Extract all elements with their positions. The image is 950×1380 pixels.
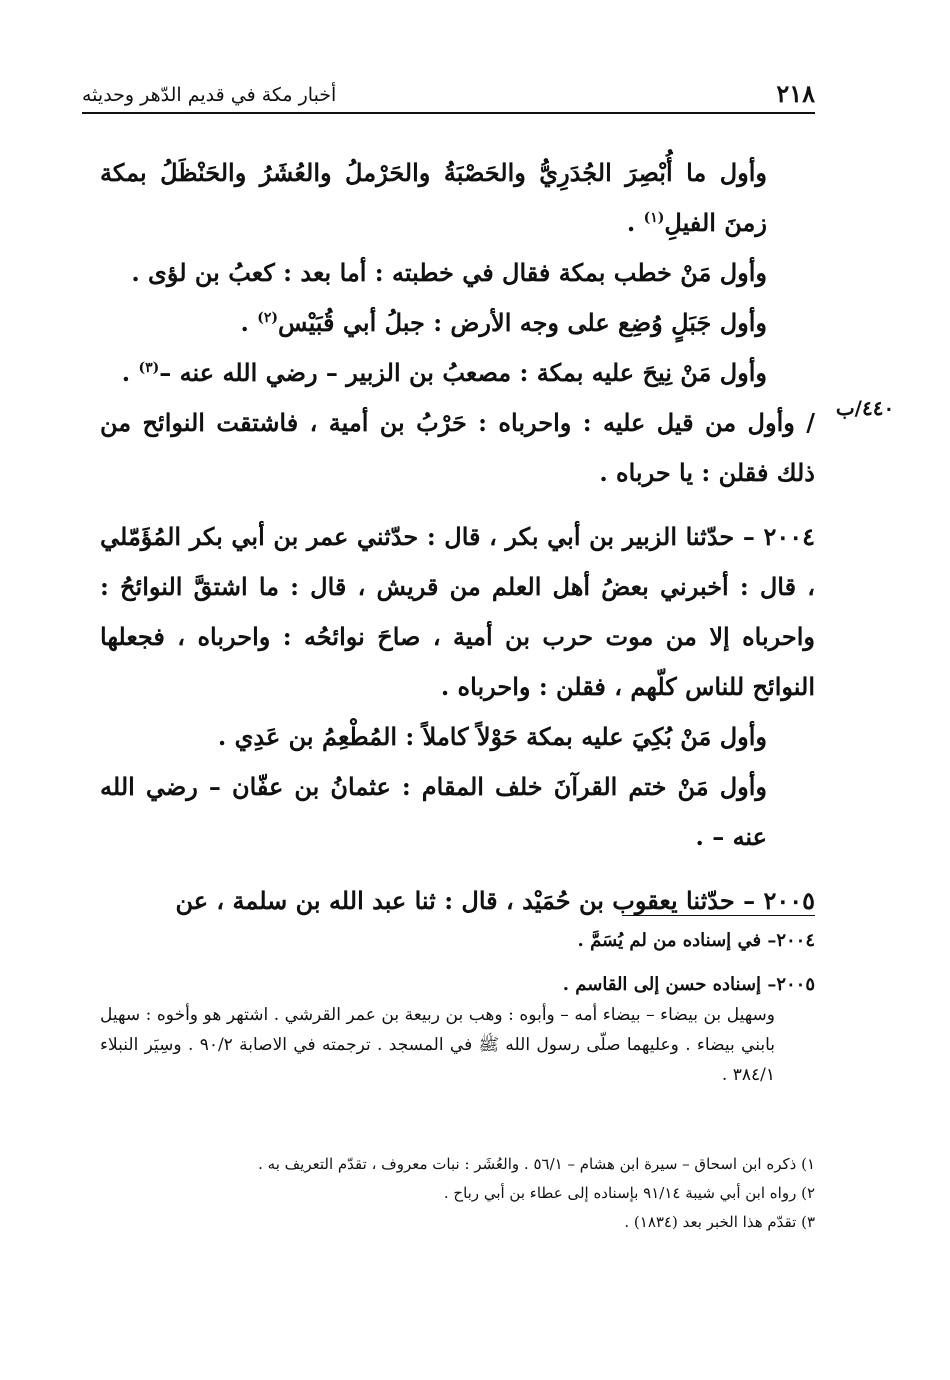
paragraph-first-wept-year: وأول مَنْ بُكِيَ عليه بمكة حَوْلاً كاملاً : المُطْعِمُ بن عَدِي . [217,722,767,751]
footnote-3: ٣) تقدّم هذا الخبر بعد (١٨٣٤) . [624,1213,815,1231]
paragraph-text: وأول مَنْ نِيحَ عليه بمكة : مصعبُ بن الزبير – رضي الله عنه – [159,358,767,387]
paragraph-text: وأول جَبَلٍ وُضِع على وجه الأرض : جبلُ أبي قُبَيْس [277,308,767,337]
footnote-divider [622,915,815,916]
paragraph-first-quran-completion: وأول مَنْ ختم القرآنَ خلف المقام : عثمانُ بن عفّان – رضي الله عنه – . [100,772,767,851]
footnote-2: ٢) رواه ابن أبي شيبة ٩١/١٤ بإسناده إلى عطاء بن أبي رباح . [443,1184,815,1202]
footnote-1: ١) ذكره ابن اسحاق – سيرة ابن هشام – ٥٦/١ . والعُشَر : نبات معروف ، تقدّم التعريف به . [258,1155,815,1173]
page-header [82,74,815,114]
note-2005-body: وسهيل بن بيضاء – بيضاء أمه – وأبوه : وهب بن ربيعة بن عمر القرشي . اشتهر هو وأخوه : سهيل بابني بيضاء . وعليهما صلّى رسول الله ﷺ في المسجد . ترجمته في الاصابة ٩٠/٢ . وسِيَر النبلاء ٣٨٤/١ . [100,1005,775,1085]
paragraph-first-mountain [100,298,815,348]
narration-2004: ٢٠٠٤ – حدّثنا الزبير بن أبي بكر ، قال : حدّثني عمر بن أبي بكر المُؤَمّلي ، قال : أخبرني بعضُ أهل العلم من قريش ، قال : ما اشتقَّ النوائحُ : واحرباه إلا من موت حرب بن أمية ، صاحَ نوائحُه : واحرباه ، فجعلها النوائح للناس كلّهم ، فقلن : واحرباه . [100,522,815,701]
paragraph-end: . [240,308,249,337]
paragraph-wa-harbah: / وأول من قيل عليه : واحرباه : حَرْبُ بن أمية ، فاشتقت النوائح من ذلك فقلن : يا حرباه . [100,408,815,487]
footnote-ref-1: (١) [643,210,665,226]
manuscript-folio-note: ٤٤٠/ب [835,396,895,420]
note-2004: ٢٠٠٤– في إسناده من لم يُسَمَّ . [577,930,815,951]
paragraph-text: وأول ما أُبْصِرَ الجُدَرِيُّ والحَصْبَةُ والحَرْملُ والعُشَرُ والحَنْظَلُ بمكة زمنَ الفيلِ [100,158,767,237]
note-2005-heading: ٢٠٠٥– إسناده حسن إلى القاسم . [562,974,815,995]
paragraph-first-mourned [100,348,815,398]
commentary-notes [100,926,815,1090]
main-text [100,148,815,926]
footnote-ref-3: (٣) [138,360,160,376]
paragraph-first-to-see-smallpox [100,148,815,248]
page-number: ٢١٨ [776,79,815,108]
footnote-ref-2: (٢) [257,310,278,326]
paragraph-end: . [626,208,636,237]
narration-2005: ٢٠٠٥ – حدّثنا يعقوب بن حُمَيْد ، قال : ثنا عبد الله بن سلمة ، عن [175,886,815,915]
paragraph-first-sermon: وأول مَنْ خطب بمكة فقال في خطبته : أما بعد : كعبُ بن لؤى . [131,258,767,287]
running-title: أخبار مكة في قديم الدّهر وحديثه [82,84,337,106]
footnotes [100,1150,815,1237]
paragraph-end: . [121,358,131,387]
